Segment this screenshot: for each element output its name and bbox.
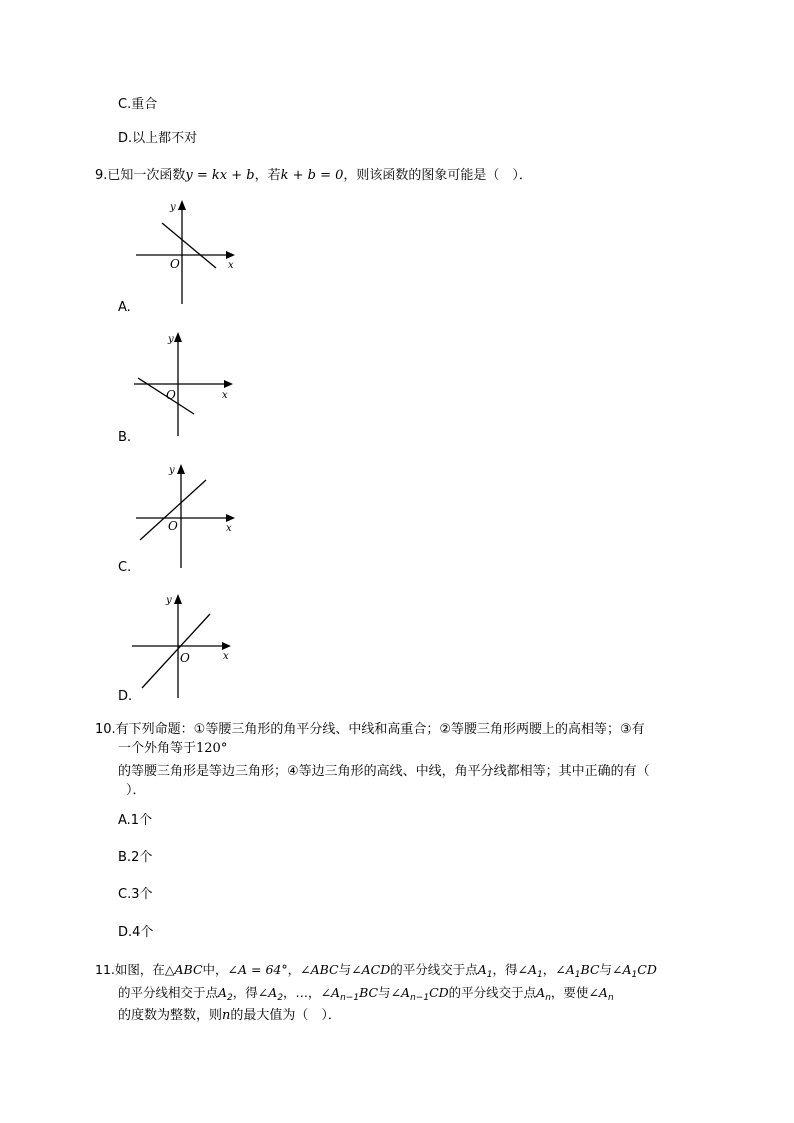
question-10-line4: ）．	[126, 783, 146, 798]
svg-text:O: O	[168, 519, 178, 533]
question-11-line3: 的度数为整数，则n的最大值为（ ）．	[118, 1008, 341, 1023]
question-11-line1: 11.如图，在△ABC中，∠A = 64°，∠ABC与∠ACD的平分线交于点$A_1$，得$\angle A_1$，$\angle A_1BC$与$\angle A_1CD$	[95, 962, 657, 980]
function-line	[142, 614, 210, 688]
q10-option-c: C.3个	[118, 887, 153, 902]
question-10-line1: 10.有下列命题：①等腰三角形的角平分线、中线和高重合；②等腰三角形两腰上的高相等；③有	[95, 722, 645, 737]
question-10-line3: 的等腰三角形是等边三角形；④等边三角形的高线、中线，角平分线都相等；其中正确的有（	[118, 764, 650, 779]
svg-text:y: y	[166, 595, 172, 606]
option-c: C.重合	[118, 97, 158, 112]
q10-option-d: D.4个	[118, 925, 154, 940]
svg-text:x: x	[226, 523, 232, 534]
svg-text:x: x	[228, 260, 234, 271]
graph-b	[130, 328, 240, 444]
svg-text:y: y	[170, 202, 176, 213]
option-d: D.以上都不对	[118, 131, 198, 146]
graph-d-label: D.	[118, 689, 133, 704]
graph-b-label: B.	[118, 430, 132, 445]
svg-text:x: x	[222, 390, 228, 401]
graph-a	[132, 196, 242, 312]
svg-text:x: x	[223, 651, 229, 662]
q10-option-b: B.2个	[118, 850, 153, 865]
graph-c	[132, 460, 242, 576]
graph-a-label: A.	[118, 300, 131, 315]
question-9-stem: 9.已知一次函数y = kx + b，若k + b = 0，则该函数的图象可能是（ ）．	[95, 168, 532, 183]
q10-option-a: A.1个	[118, 813, 153, 828]
graph-d	[128, 590, 238, 706]
svg-text:O: O	[166, 388, 176, 402]
question-11-line2: 的平分线相交于点$A_2$，得$\angle A_2$，…，$\angle A_{n-1}BC$与$\angle A_{n-1}CD$的平分线交于点$A_n$，要使$\angle A_n$	[118, 985, 614, 1003]
svg-text:y: y	[168, 334, 174, 345]
svg-text:y: y	[169, 465, 175, 476]
graph-c-label: C.	[118, 560, 132, 575]
svg-text:O: O	[170, 257, 180, 271]
question-10-line2: 一个外角等于120°	[118, 741, 228, 756]
svg-text:O: O	[180, 651, 190, 665]
